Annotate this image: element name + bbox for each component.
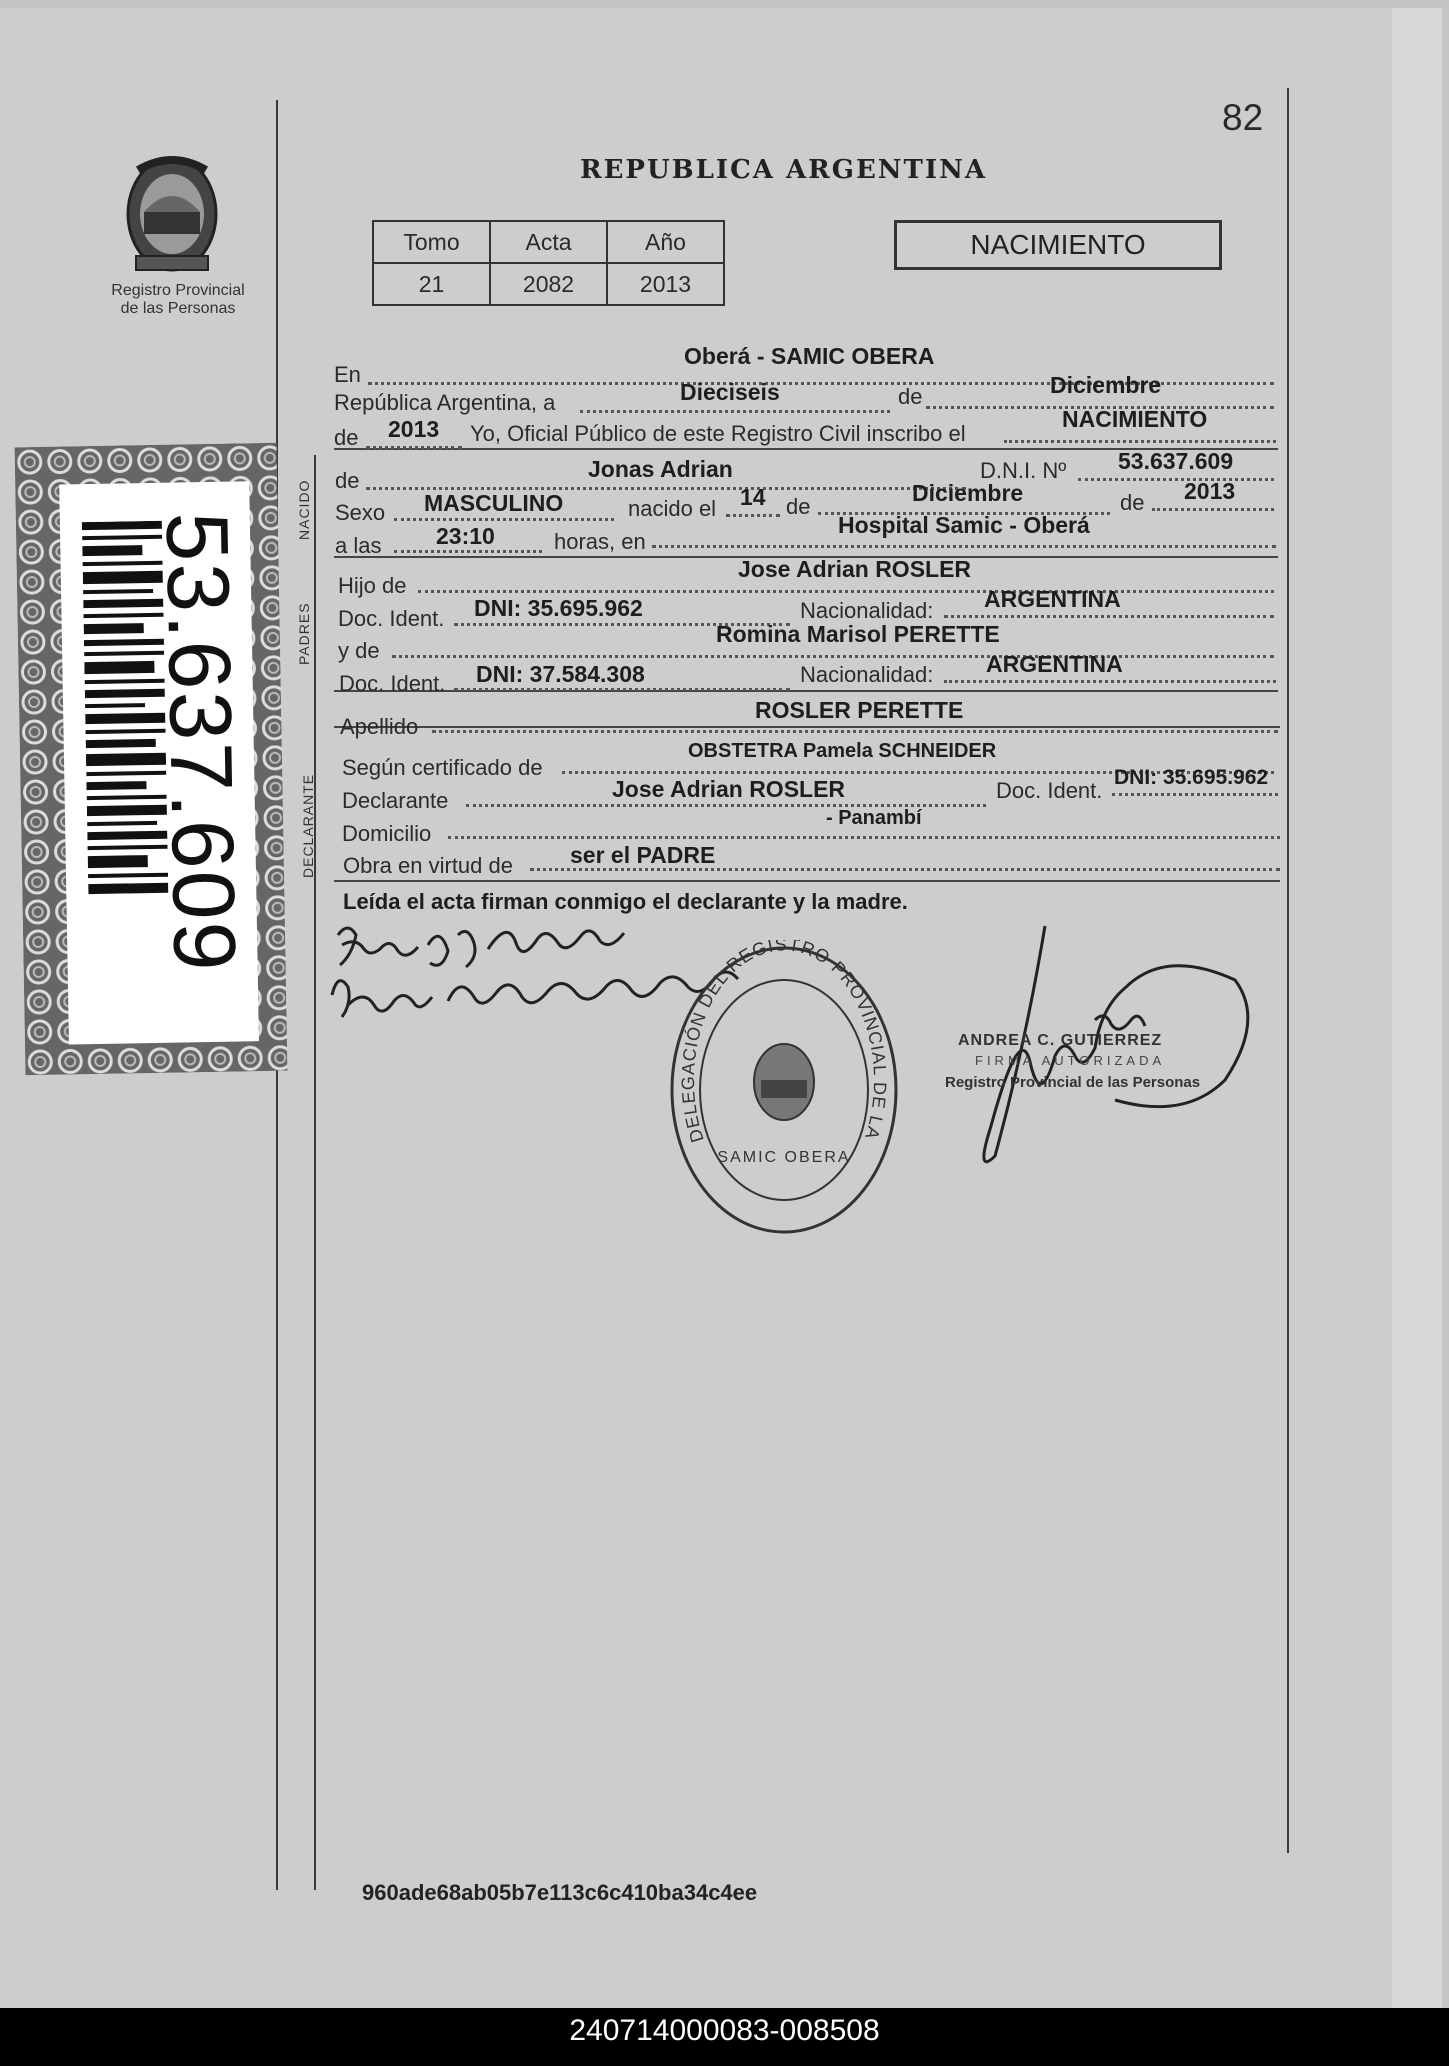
page-title: REPUBLICA ARGENTINA (580, 155, 988, 185)
reading-statement: Leída el acta firman conmigo el declarante y la madre. (343, 889, 908, 914)
value-lugar-nac: Hospital Samic - Oberá (838, 512, 1090, 538)
sticker-number: 53.637.609 (147, 511, 255, 974)
value-nombre: Jonas Adrian (588, 456, 733, 482)
dots-dni (1078, 478, 1274, 481)
side-label-padres: PADRES (296, 602, 312, 665)
label-doc-ident-2: Doc. Ident. (339, 671, 446, 696)
label-republica: República Argentina, a (334, 390, 556, 415)
value-madre-nac: ARGENTINA (986, 651, 1123, 677)
inner-margin-line (314, 455, 316, 1890)
label-a-las: a las (335, 533, 382, 558)
sticker-label (59, 481, 259, 1044)
register-header-anio: Año (607, 221, 724, 263)
label-domicilio: Domicilio (342, 821, 432, 846)
dots-madre-nac (944, 680, 1276, 683)
label-de-4: de (786, 494, 811, 519)
value-padre: Jose Adrian ROSLER (738, 556, 972, 582)
dots-madre (392, 655, 1274, 658)
side-label-nacido: NACIDO (296, 479, 312, 540)
value-mes-registro: Diciembre (1050, 372, 1162, 398)
label-declarante: Declarante (342, 788, 449, 813)
value-dni: 53.637.609 (1118, 448, 1234, 474)
side-label-declarante: DECLARANTE (300, 773, 316, 878)
value-dia-registro: Dieciseis (680, 379, 780, 405)
label-sexo: Sexo (335, 500, 386, 525)
value-padre-doc: DNI: 35.695.962 (474, 595, 643, 621)
logo-caption-line1: Registro Provincial (111, 282, 245, 299)
document-hash: 960ade68ab05b7e113c6c410ba34c4ee (362, 1880, 758, 1905)
register-value-row (373, 263, 724, 305)
value-madre: Romina Marisol PERETTE (716, 621, 1000, 647)
value-apellido: ROSLER PERETTE (755, 697, 964, 723)
stamp-inner-text: SAMIC OBERA (717, 1149, 851, 1166)
register-value-tomo: 21 (373, 263, 490, 305)
value-mes-nac: Diciembre (912, 480, 1024, 506)
dots-hora (394, 550, 542, 553)
signer-org: Registro Provincial de las Personas (945, 1074, 1201, 1091)
register-header-tomo: Tomo (373, 221, 490, 263)
label-horas-en: horas, en (554, 529, 646, 554)
label-de-2: de (334, 425, 359, 450)
label-oficial: Yo, Oficial Público de este Registro Civil inscribo el (470, 421, 966, 446)
value-obra: ser el PADRE (570, 842, 716, 868)
register-value-acta: 2082 (490, 263, 607, 305)
label-doc-ident-3: Doc. Ident. (996, 778, 1103, 803)
footer-id: 240714000083-008508 (569, 2014, 880, 2047)
dots-padre-nac (944, 615, 1274, 618)
value-padre-nac: ARGENTINA (984, 586, 1121, 612)
signer-title: FIRMA AUTORIZADA (975, 1053, 1166, 1068)
barcode-sticker (15, 443, 288, 1075)
value-domicilio: - Panambí (826, 807, 922, 829)
label-hijo-de: Hijo de (338, 573, 407, 598)
act-type-box: NACIMIENTO (894, 220, 1222, 270)
dots-tipo (1004, 440, 1276, 443)
signer-name: ANDREA C. GUTIERREZ (958, 1032, 1163, 1049)
value-certificado: OBSTETRA Pamela SCHNEIDER (688, 740, 997, 762)
divider-4 (334, 726, 1280, 728)
label-nacido-el: nacido el (628, 496, 717, 521)
dots-madre-doc (454, 688, 790, 691)
dots-sexo (394, 518, 614, 521)
value-dia-nac: 14 (740, 484, 766, 510)
dots-padre (418, 590, 1274, 593)
stamp-seal (664, 940, 904, 1240)
logo-caption (88, 282, 268, 318)
value-anio-nac: 2013 (1184, 478, 1236, 504)
label-doc-ident-1: Doc. Ident. (338, 606, 445, 631)
misiones-emblem-icon (118, 150, 226, 278)
dots-declarante-doc (1112, 793, 1278, 796)
dots-apellido (432, 730, 1278, 733)
official-stamp (664, 940, 904, 1240)
logo-caption-line2: de las Personas (120, 300, 236, 317)
dots-dia-nac (726, 514, 780, 517)
register-header-acta: Acta (490, 221, 607, 263)
divider-5 (334, 880, 1280, 882)
dots-domicilio (448, 836, 1280, 839)
value-hora: 23:10 (436, 523, 495, 549)
register-value-anio: 2013 (607, 263, 724, 305)
label-de-3: de (335, 468, 360, 493)
register-table (372, 220, 725, 306)
page-edge (1392, 8, 1442, 2008)
label-y-de: y de (338, 638, 380, 663)
stamp-outer-text: DELEGACIÓN DEL REGISTRO PROVINCIAL DE LA (677, 940, 891, 1145)
value-lugar: Oberá - SAMIC OBERA (684, 343, 935, 369)
label-de-5: de (1120, 490, 1145, 515)
label-de-1: de (898, 384, 923, 409)
register-header-row (373, 221, 724, 263)
dots-anio-nac (1152, 508, 1274, 511)
dots-republica (580, 410, 890, 413)
value-sexo: MASCULINO (424, 490, 564, 516)
page-number: 82 (1222, 97, 1264, 138)
label-obra: Obra en virtud de (343, 853, 513, 878)
value-tipo: NACIMIENTO (1062, 406, 1208, 432)
value-madre-doc: DNI: 37.584.308 (476, 661, 645, 687)
right-margin-line (1287, 88, 1289, 1853)
label-nacionalidad-2: Nacionalidad: (800, 662, 934, 687)
label-apellido: Apellido (340, 714, 419, 739)
value-anio-registro: 2013 (388, 416, 440, 442)
dots-lugar-nac (652, 545, 1276, 548)
dots-anio-registro (366, 446, 462, 449)
value-declarante-doc: DNI: 35.695.962 (1114, 766, 1269, 789)
label-en: En (334, 362, 361, 387)
label-nacionalidad-1: Nacionalidad: (800, 598, 934, 623)
value-declarante: Jose Adrian ROSLER (612, 776, 846, 802)
label-dni: D.N.I. Nº (980, 458, 1067, 483)
label-segun: Según certificado de (342, 755, 543, 780)
